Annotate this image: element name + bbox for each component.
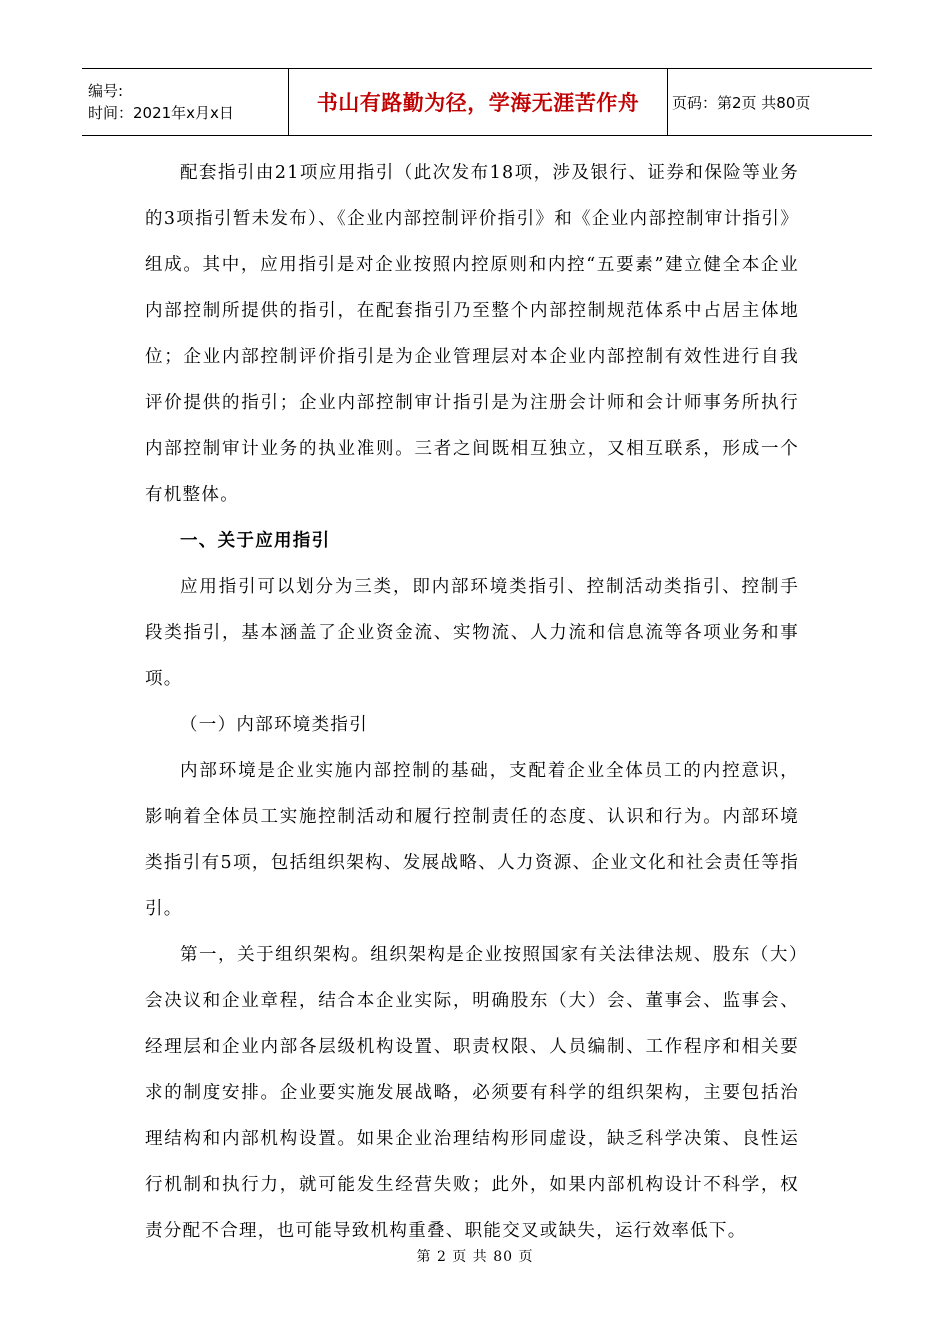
header-page-info: 页码：第2页 共80页: [668, 69, 873, 136]
document-date: 时间：2021年x月x日: [88, 104, 234, 122]
header-motto: 书山有路勤为径，学海无涯苦作舟: [289, 69, 668, 136]
paragraph-organizational-structure: 第一，关于组织架构。组织架构是企业按照国家有关法律法规、股东（大）会决议和企业章程，结合本企业实际，明确股东（大）会、董事会、监事会、经理层和企业内部各层级机构设置、职责权限、人员编制、工作程序和相关要求的制度安排。企业要实施发展战略，必须要有科学的组织架构，主要包括治理结构和内部机构设置。如果企业治理结构形同虚设，缺乏科学决策、良性运行机制和执行力，就可能发生经营失败；此外，如果内部机构设计不科学，权责分配不合理，也可能导致机构重叠、职能交叉或缺失，运行效率低下。: [145, 945, 799, 1241]
page-footer: 第 2 页 共 80 页: [416, 1249, 534, 1265]
paragraph-supporting-guidelines: 配套指引由21项应用指引（此次发布18项，涉及银行、证券和保险等业务的3项指引暂未发布）、《企业内部控制评价指引》和《企业内部控制审计指引》组成。其中，应用指引是对企业按照内控原则和内控“五要素”建立健全本企业内部控制所提供的指引，在配套指引乃至整个内部控制规范体系中占居主体地位；企业内部控制评价指引是为企业管理层对本企业内部控制有效性进行自我评价提供的指引；企业内部控制审计指引是为注册会计师和会计师事务所执行内部控制审计业务的执业准则。三者之间既相互独立，又相互联系，形成一个有机整体。: [145, 163, 799, 505]
header-meta: [82, 69, 289, 136]
section-heading-application-guidelines: 一、关于应用指引: [180, 531, 331, 551]
page-header: [82, 68, 872, 136]
document-number-label: 编号:: [88, 82, 124, 100]
paragraph-guideline-categories: 应用指引可以划分为三类，即内部环境类指引、控制活动类指引、控制手段类指引，基本涵盖了企业资金流、实物流、人力流和信息流等各项业务和事项。: [145, 577, 799, 689]
paragraph-internal-environment: 内部环境是企业实施内部控制的基础，支配着企业全体员工的内控意识，影响着全体员工实施控制活动和履行控制责任的态度、认识和行为。内部环境类指引有5项，包括组织架构、发展战略、人力资源、企业文化和社会责任等指引。: [145, 761, 799, 919]
subsection-heading-internal-environment: （一）内部环境类指引: [180, 715, 368, 735]
document-body: [145, 150, 799, 1254]
